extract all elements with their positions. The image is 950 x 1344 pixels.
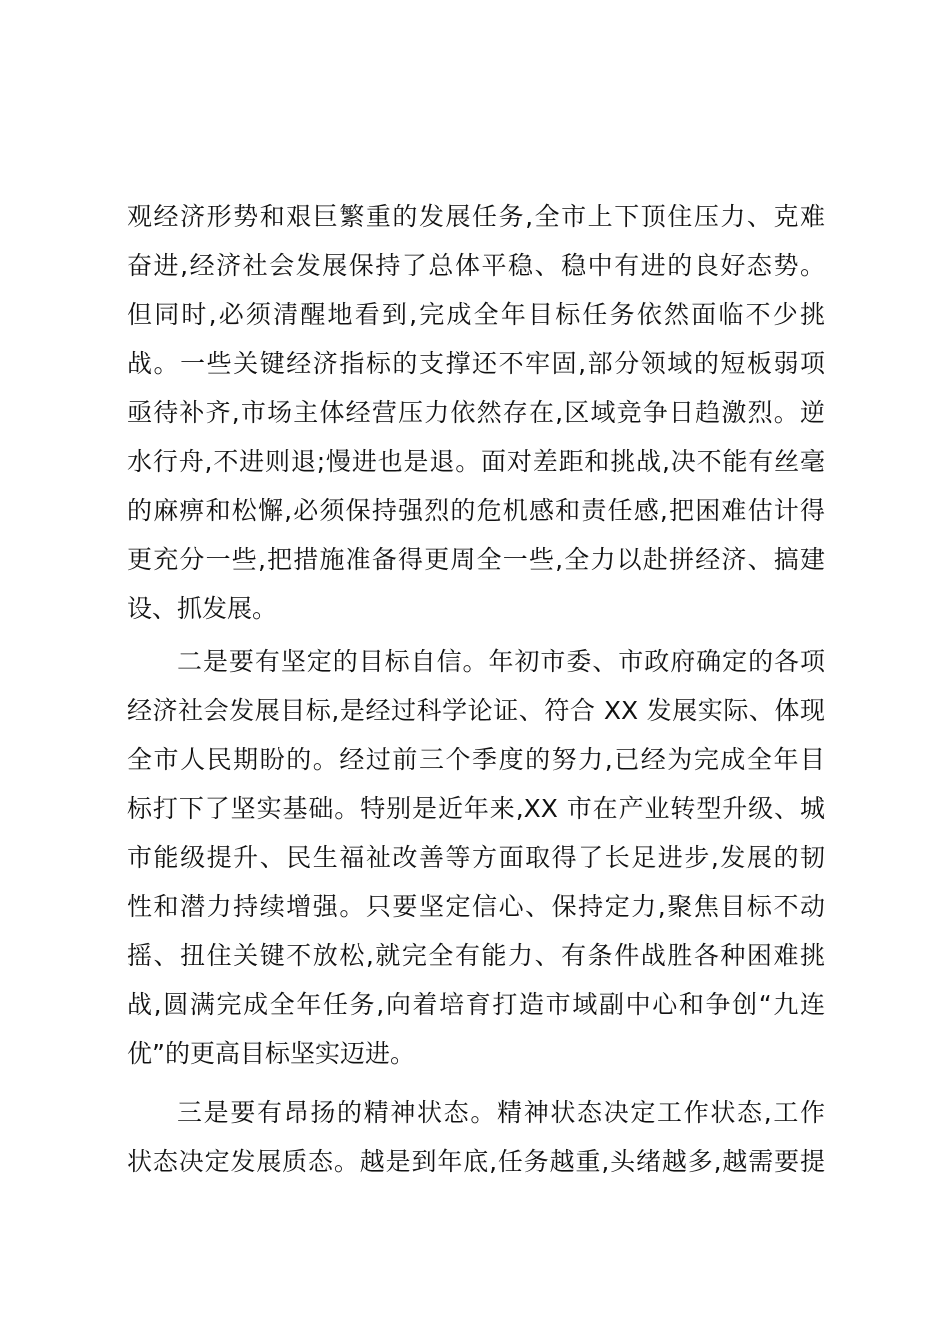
text-line: 市能级提升、民生福祉改善等方面取得了长足进步,发展的韧 [127,843,825,872]
text-line: 优”的更高目标坚实迈进。 [127,1039,415,1068]
text-line: 性和潜力持续增强。只要坚定信心、保持定力,聚焦目标不动 [127,892,825,921]
paragraph-spirit-state [127,1088,827,1186]
text-line: 摇、扭住关键不放松,就完全有能力、有条件战胜各种困难挑 [127,941,825,970]
paragraph-goal-confidence [127,637,827,1078]
text-line: 但同时,必须清醒地看到,完成全年目标任务依然面临不少挑 [127,300,825,329]
text-line: 设、抓发展。 [127,594,278,623]
text-line: 奋进,经济社会发展保持了总体平稳、稳中有进的良好态势。 [127,251,825,280]
text-line: 标打下了坚实基础。特别是近年来,XX 市在产业转型升级、城 [127,794,825,823]
text-line: 战,圆满完成全年任务,向着培育打造市域副中心和争创“九连 [127,990,825,1019]
text-line: 观经济形势和艰巨繁重的发展任务,全市上下顶住压力、克难 [127,202,825,231]
text-line: 战。一些关键经济指标的支撑还不牢固,部分领域的短板弱项 [127,349,825,378]
text-line: 更充分一些,把措施准备得更周全一些,全力以赴拼经济、搞建 [127,545,825,574]
text-line: 的麻痹和松懈,必须保持强烈的危机感和责任感,把困难估计得 [127,496,825,525]
text-line: 水行舟,不进则退;慢进也是退。面对差距和挑战,决不能有丝毫 [127,447,825,476]
paragraph-first-line: 三是要有昂扬的精神状态。精神状态决定工作状态,工作 [177,1098,825,1127]
text-line: 经济社会发展目标,是经过科学论证、符合 XX 发展实际、体现 [127,696,825,725]
paragraph-first-line: 二是要有坚定的目标自信。年初市委、市政府确定的各项 [177,647,825,676]
paragraph-economic-situation [127,192,827,633]
text-line: 状态决定发展质态。越是到年底,任务越重,头绪越多,越需要提 [127,1147,825,1176]
text-line: 全市人民期盼的。经过前三个季度的努力,已经为完成全年目 [127,745,825,774]
text-line: 亟待补齐,市场主体经营压力依然存在,区域竞争日趋激烈。逆 [127,398,825,427]
